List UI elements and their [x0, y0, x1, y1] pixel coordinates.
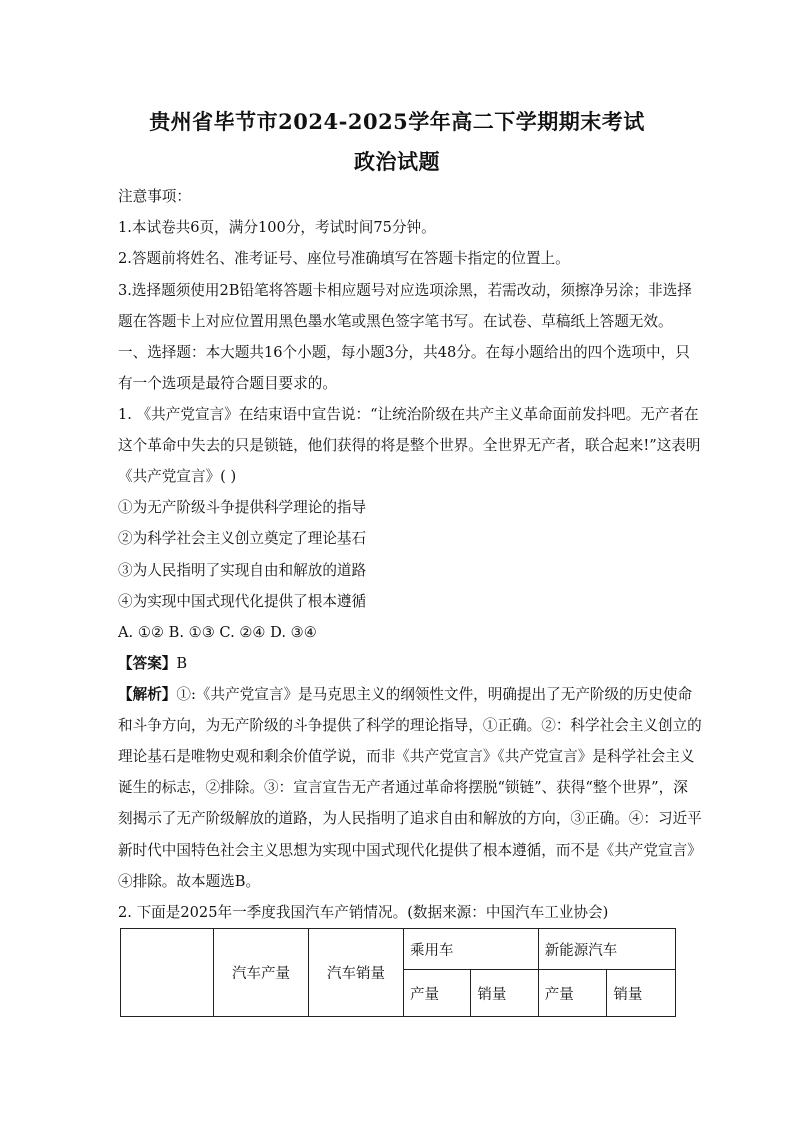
header-passenger-production: 产量 — [404, 970, 471, 1017]
notice-heading: 注意事项： — [118, 188, 191, 205]
header-passenger-car: 乘用车 — [404, 929, 539, 970]
header-new-energy-vehicle: 新能源汽车 — [538, 929, 675, 970]
notice-item-3-line-2: 题在答题卡上对应位置用黑色墨水笔或黑色签字笔书写。在试卷、草稿纸上答题无效。 — [118, 313, 673, 330]
q1-answer — [118, 653, 683, 675]
header-nev-production: 产量 — [538, 970, 607, 1017]
answer-label: 【答案】 — [118, 655, 177, 672]
q1-option-2: ②为科学社会主义创立奠定了理论基石 — [118, 530, 367, 547]
exam-title: 贵州省毕节市2024-2025学年高二下学期期末考试 — [149, 109, 645, 134]
q2-stem: 2. 下面是2025年一季度我国汽车产销情况。(数据来源：中国汽车工业协会) — [118, 904, 609, 921]
exam-subtitle: 政治试题 — [354, 149, 440, 174]
header-auto-sales: 汽车销量 — [309, 929, 404, 1017]
header-nev-sales: 销量 — [607, 970, 676, 1017]
q1-stem-line-3: 《共产党宣言》( ) — [118, 468, 237, 485]
notice-item-1: 1.本试卷共6页，满分100分，考试时间75分钟。 — [118, 219, 436, 236]
q1-analysis-line-7: ④排除。故本题选B。 — [118, 873, 261, 890]
notice-item-3-line-1: 3.选择题须使用2B铅笔将答题卡相应题号对应选项涂黑，若需改动，须擦净另涂；非选择 — [118, 282, 692, 299]
notice-item-2: 2.答题前将姓名、准考证号、座位号准确填写在答题卡指定的位置上。 — [118, 250, 570, 267]
q1-option-1: ①为无产阶级斗争提供科学理论的指导 — [118, 499, 367, 516]
q1-analysis-line-1 — [118, 684, 693, 706]
table-corner-cell — [121, 929, 214, 1017]
q1-choices: A. ①② B. ①③ C. ②④ D. ③④ — [118, 624, 317, 641]
q1-analysis-line-5: 刻揭示了无产阶级解放的道路，为人民指明了追求自由和解放的方向，③正确。④：习近平 — [118, 810, 702, 827]
answer-value: B — [176, 655, 188, 672]
q1-stem-line-1: 1. 《共产党宣言》在结束语中宣告说：“让统治阶级在共产主义革命面前发抖吧。无产者在 — [118, 406, 699, 423]
table-header-row-1 — [121, 929, 676, 970]
car-production-sales-table — [120, 928, 676, 1017]
header-auto-production: 汽车产量 — [214, 929, 309, 1017]
q1-stem-line-2: 这个革命中失去的只是锁链，他们获得的将是整个世界。全世界无产者，联合起来!”这表明 — [118, 437, 701, 454]
q1-analysis-line-3: 理论基石是唯物史观和剩余价值学说，而非《共产党宣言》《共产党宣言》是科学社会主义 — [118, 748, 695, 765]
section-1-line-1: 一、选择题：本大题共16个小题，每小题3分，共48分。在每小题给出的四个选项中，只 — [118, 344, 690, 361]
q1-analysis-line-2: 和斗争方向，为无产阶级的斗争提供了科学的理论指导，①正确。②：科学社会主义创立的 — [118, 717, 702, 734]
analysis-text: ①:《共产党宣言》是马克思主义的纲领性文件，明确提出了无产阶级的历史使命 — [176, 686, 693, 703]
q1-analysis-line-6: 新时代中国特色社会主义思想为实现中国式现代化提供了根本遵循，而不是《共产党宣言》 — [118, 842, 702, 859]
section-1-line-2: 有一个选项是最符合题目要求的。 — [118, 375, 337, 392]
q1-option-3: ③为人民指明了实现自由和解放的道路 — [118, 562, 367, 579]
header-passenger-sales: 销量 — [471, 970, 538, 1017]
q1-analysis-line-4: 诞生的标志，②排除。③：宣言宣告无产者通过革命将摆脱“锁链”、获得“整个世界”，深 — [118, 779, 688, 796]
analysis-label: 【解析】 — [118, 686, 177, 703]
q1-option-4: ④为实现中国式现代化提供了根本遵循 — [118, 593, 367, 610]
